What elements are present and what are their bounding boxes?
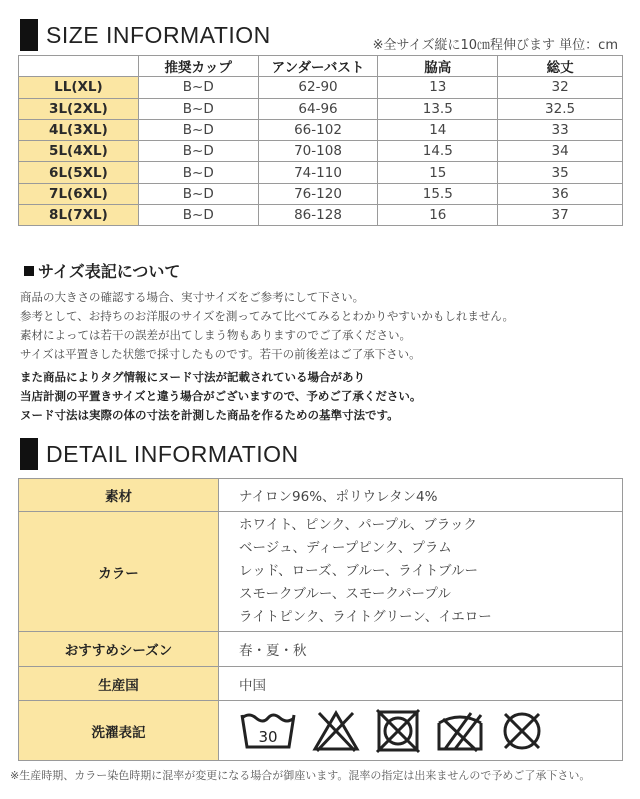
size-notes-heading (24, 259, 180, 282)
origin-value: 中国 (219, 667, 623, 701)
side-height-value: 13.5 (378, 98, 498, 119)
note-line: 素材によっては若干の誤差が出てしまう物もありますのでご了承ください。 (20, 328, 411, 342)
length-value: 36 (498, 183, 623, 204)
cup-value: B~D (138, 98, 258, 119)
footer-note: ※生産時期、カラー染色時期に混率が変更になる場合が御座います。混率の指定は出来ませんので予めご了承下さい。 (10, 769, 591, 782)
size-notes-bold-paragraph (20, 368, 421, 425)
length-value: 32 (498, 77, 623, 98)
no-tumble-dry-icon (375, 708, 421, 754)
size-row (19, 183, 623, 204)
size-row (19, 205, 623, 226)
size-row (19, 77, 623, 98)
size-section-title (20, 18, 271, 52)
cup-value: B~D (138, 183, 258, 204)
note-bold-line: 当店計測の平置きサイズと違う場合がございますので、予めご了承ください。 (20, 389, 422, 403)
color-line: ライトピンク、ライトグリーン、イエロー (239, 609, 492, 625)
header-side-height: 脇高 (378, 56, 498, 77)
underbust-value: 66-102 (258, 119, 378, 140)
header-cup: 推奨カップ (138, 56, 258, 77)
size-unit-note: ※全サイズ縦に10㎝程伸びます 単位：cm (372, 38, 618, 53)
note-bold-line: ヌード寸法は実際の体の寸法を計測した商品を作るための基準寸法です。 (20, 408, 399, 422)
side-height-value: 13 (378, 77, 498, 98)
note-line: 商品の大きさの確認する場合、実寸サイズをご参考にして下さい。 (20, 290, 365, 304)
length-value: 37 (498, 205, 623, 226)
side-height-value: 15 (378, 162, 498, 183)
detail-title-text: DETAIL INFORMATION (46, 440, 299, 467)
color-line: スモークブルー、スモークパープル (239, 586, 451, 602)
side-height-value: 15.5 (378, 183, 498, 204)
note-line: 参考として、お持ちのお洋服のサイズを測ってみて比べてみるとわかりやすいかもしれません。 (20, 309, 515, 323)
detail-row-wash (19, 701, 623, 761)
length-value: 34 (498, 141, 623, 162)
cup-value: B~D (138, 162, 258, 183)
note-bold-line: また商品によりタグ情報にヌード寸法が記載されている場合があり (20, 370, 365, 384)
length-value: 35 (498, 162, 623, 183)
underbust-value: 70-108 (258, 141, 378, 162)
wash-30-icon (239, 709, 297, 753)
detail-table (18, 478, 623, 761)
header-underbust: アンダーバスト (258, 56, 378, 77)
no-dry-clean-icon (499, 708, 545, 754)
size-label: 8L(7XL) (19, 205, 139, 226)
color-line: ベージュ、ディープピンク、プラム (239, 540, 452, 556)
detail-row-material (19, 479, 623, 512)
detail-row-season (19, 632, 623, 667)
size-row (19, 141, 623, 162)
size-row (19, 162, 623, 183)
color-line: ホワイト、ピンク、パープル、ブラック (239, 517, 478, 533)
header-blank (19, 56, 139, 77)
length-value: 33 (498, 119, 623, 140)
size-table (18, 55, 623, 226)
size-row (19, 119, 623, 140)
color-line: レッド、ローズ、ブルー、ライトブルー (239, 563, 478, 579)
size-label: 4L(3XL) (19, 119, 139, 140)
size-title-text: SIZE INFORMATION (46, 21, 271, 48)
detail-row-origin (19, 667, 623, 701)
season-value: 春・夏・秋 (219, 632, 623, 667)
color-value (219, 512, 623, 632)
underbust-value: 64-96 (258, 98, 378, 119)
wash-temp-text: 30 (258, 727, 278, 746)
size-row (19, 98, 623, 119)
size-table-header-row (19, 56, 623, 77)
size-notes-paragraph (20, 288, 514, 364)
square-bullet-icon (24, 266, 34, 276)
header-length: 総丈 (498, 56, 623, 77)
detail-row-color (19, 512, 623, 632)
season-label: おすすめシーズン (19, 632, 219, 667)
underbust-value: 76-120 (258, 183, 378, 204)
cup-value: B~D (138, 205, 258, 226)
wash-label: 洗濯表記 (19, 701, 219, 761)
no-bleach-icon (311, 709, 361, 753)
material-value: ナイロン96%、ポリウレタン4% (219, 479, 623, 512)
length-value: 32.5 (498, 98, 623, 119)
size-label: 5L(4XL) (19, 141, 139, 162)
title-bar-mark (20, 19, 38, 51)
cup-value: B~D (138, 141, 258, 162)
color-label: カラー (19, 512, 219, 632)
wash-value (219, 701, 623, 761)
side-height-value: 14 (378, 119, 498, 140)
underbust-value: 74-110 (258, 162, 378, 183)
size-label: 3L(2XL) (19, 98, 139, 119)
no-line-dry-icon (435, 709, 485, 753)
underbust-value: 86-128 (258, 205, 378, 226)
cup-value: B~D (138, 77, 258, 98)
wash-icons (239, 708, 622, 754)
note-line: サイズは平置きした状態で採寸したものです。若干の前後差はご了承下さい。 (20, 347, 421, 361)
underbust-value: 62-90 (258, 77, 378, 98)
material-label: 素材 (19, 479, 219, 512)
side-height-value: 16 (378, 205, 498, 226)
side-height-value: 14.5 (378, 141, 498, 162)
size-label: 7L(6XL) (19, 183, 139, 204)
size-label: 6L(5XL) (19, 162, 139, 183)
size-label: LL(XL) (19, 77, 139, 98)
title-bar-mark (20, 438, 38, 470)
cup-value: B~D (138, 119, 258, 140)
size-notes-heading-text: サイズ表記について (38, 262, 181, 281)
origin-label: 生産国 (19, 667, 219, 701)
detail-section-title (20, 437, 299, 471)
